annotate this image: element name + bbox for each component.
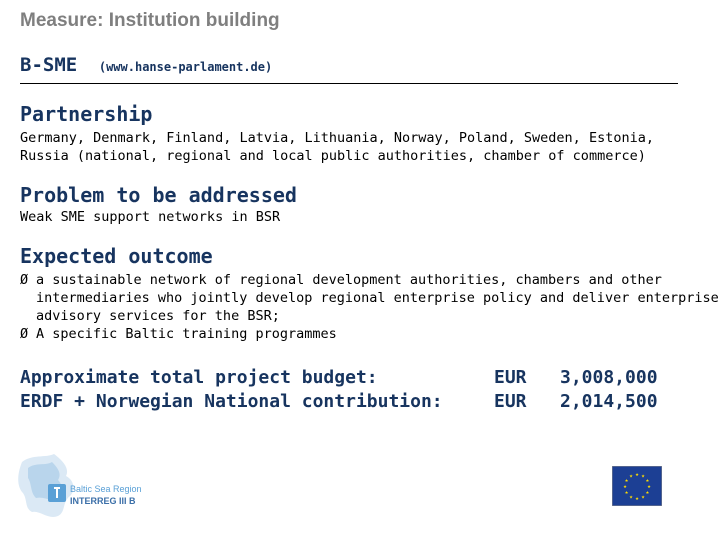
bullet-line: a sustainable network of regional development authorities, chambers and other: [36, 272, 662, 288]
budget-amount: 3,008,000: [560, 367, 658, 388]
outcome-heading: Expected outcome: [20, 244, 213, 268]
budget-label: ERDF + Norwegian National contribution:: [20, 391, 443, 412]
problem-text: Weak SME support networks in BSR: [20, 209, 281, 225]
eu-star-icon: ★: [623, 483, 627, 490]
eu-star-icon: ★: [629, 472, 633, 480]
interreg-line1: Baltic Sea Region: [70, 484, 142, 494]
eu-star-icon: ★: [624, 477, 629, 484]
project-name: B-SME: [20, 54, 78, 76]
budget-currency: EUR: [494, 391, 527, 412]
eu-star-icon: ★: [624, 489, 629, 496]
eu-star-icon: ★: [635, 495, 639, 502]
budget-currency: EUR: [494, 367, 527, 388]
eu-star-icon: ★: [629, 493, 633, 501]
interreg-logo-icon: [14, 450, 174, 530]
budget-row: [20, 391, 658, 412]
outcome-bullet: [20, 271, 719, 325]
eu-star-icon: ★: [641, 493, 645, 501]
budget-label: Approximate total project budget:: [20, 367, 378, 388]
problem-heading: Problem to be addressed: [20, 183, 297, 207]
bullet-line: A specific Baltic training programmes: [36, 326, 337, 342]
bullet-arrow-icon: Ø: [20, 326, 29, 342]
project-line: [20, 54, 272, 76]
partnership-heading: Partnership: [20, 102, 153, 126]
bullet-line: intermediaries who jointly develop regional enterprise policy and deliver enterprise: [36, 290, 719, 306]
budget-row: [20, 367, 658, 388]
eu-flag-icon: [612, 466, 662, 506]
outcome-bullet: [20, 325, 337, 343]
interreg-line2: INTERREG III B: [70, 496, 136, 506]
eu-star-icon: ★: [645, 477, 650, 484]
bullet-arrow-icon: Ø: [20, 272, 29, 288]
eu-star-icon: ★: [645, 489, 650, 496]
partnership-text: [20, 129, 654, 165]
eu-star-icon: ★: [641, 472, 645, 480]
budget-amount: 2,014,500: [560, 391, 658, 412]
eu-star-icon: ★: [647, 483, 651, 490]
slide-title: Measure: Institution building: [20, 10, 280, 31]
bullet-line: advisory services for the BSR;: [36, 308, 280, 324]
partnership-line: Germany, Denmark, Finland, Latvia, Lithuania, Norway, Poland, Sweden, Estonia,: [20, 130, 654, 146]
partnership-line: Russia (national, regional and local public authorities, chamber of commerce): [20, 148, 646, 164]
eu-star-icon: ★: [635, 471, 639, 478]
project-url: (www.hanse-parlament.de): [98, 60, 273, 74]
divider-line: [20, 83, 678, 84]
